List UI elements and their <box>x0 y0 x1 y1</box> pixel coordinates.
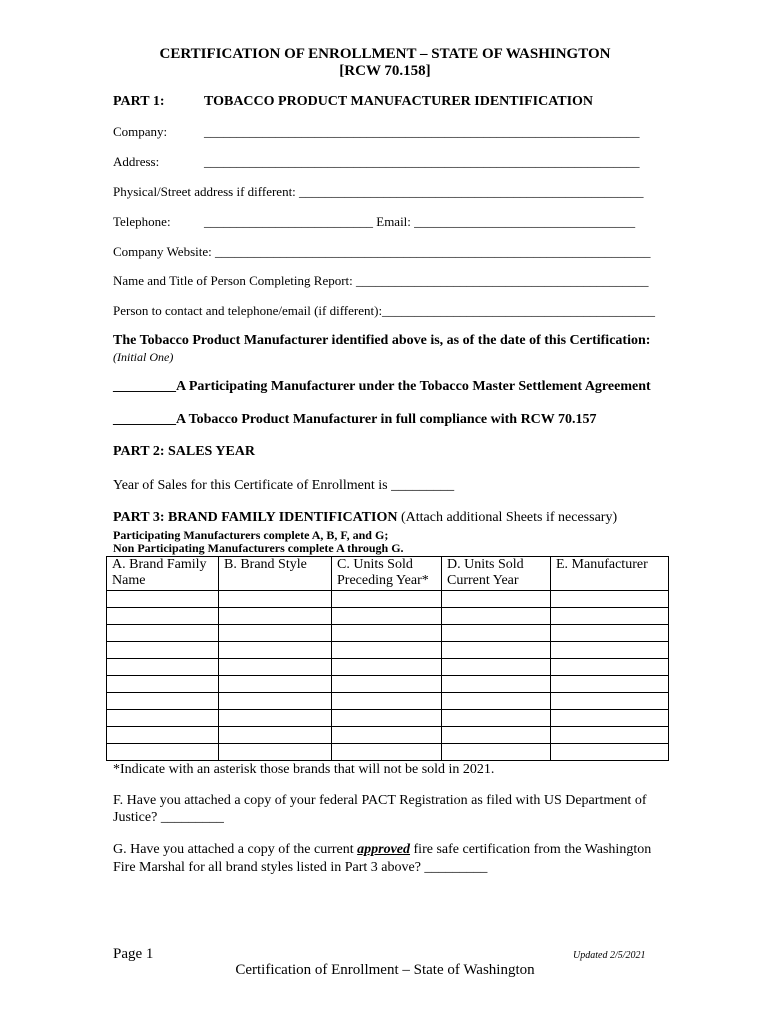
table-cell[interactable] <box>551 727 669 744</box>
column-header-brand-family: A. Brand Family Name <box>107 557 219 591</box>
table-cell[interactable] <box>551 659 669 676</box>
table-cell[interactable] <box>332 659 442 676</box>
table-cell[interactable] <box>107 659 219 676</box>
part1-label: PART 1: <box>113 94 165 109</box>
table-cell[interactable] <box>219 693 332 710</box>
table-cell[interactable] <box>219 710 332 727</box>
table-cell[interactable] <box>219 676 332 693</box>
part1-heading: TOBACCO PRODUCT MANUFACTURER IDENTIFICATION <box>204 94 594 109</box>
table-cell[interactable] <box>551 608 669 625</box>
option-full-compliance[interactable]: _________A Tobacco Product Manufacturer in full compliance with RCW 70.157 <box>113 412 597 427</box>
company-field[interactable]: ___________________________________________________________________ <box>204 124 640 139</box>
table-cell[interactable] <box>219 659 332 676</box>
table-cell[interactable] <box>107 710 219 727</box>
name-title-field[interactable]: Name and Title of Person Completing Report: _____________________________________________ <box>113 273 649 288</box>
table-row <box>107 659 669 676</box>
part2-heading: PART 2: SALES YEAR <box>113 444 255 459</box>
table-cell[interactable] <box>332 727 442 744</box>
table-cell[interactable] <box>551 693 669 710</box>
table-cell[interactable] <box>219 625 332 642</box>
table-cell[interactable] <box>442 693 551 710</box>
table-cell[interactable] <box>332 710 442 727</box>
table-cell[interactable] <box>332 744 442 761</box>
table-cell[interactable] <box>551 676 669 693</box>
question-g-text-post: fire safe certification from the Washington <box>410 842 652 857</box>
table-cell[interactable] <box>551 642 669 659</box>
table-cell[interactable] <box>107 744 219 761</box>
table-cell[interactable] <box>442 676 551 693</box>
table-cell[interactable] <box>551 710 669 727</box>
contact-field[interactable]: Person to contact and telephone/email (if different):__________________________________________ <box>113 303 656 318</box>
table-row <box>107 642 669 659</box>
table-row <box>107 676 669 693</box>
updated-date: Updated 2/5/2021 <box>573 950 646 961</box>
option-participating-manufacturer[interactable]: _________A Participating Manufacturer under the Tobacco Master Settlement Agreement <box>113 379 651 394</box>
part3-note-participating: Participating Manufacturers complete A, B, F, and G; <box>113 528 389 542</box>
table-cell[interactable] <box>107 591 219 608</box>
table-cell[interactable] <box>332 625 442 642</box>
table-cell[interactable] <box>219 608 332 625</box>
table-cell[interactable] <box>332 676 442 693</box>
table-cell[interactable] <box>551 591 669 608</box>
table-cell[interactable] <box>219 591 332 608</box>
table-cell[interactable] <box>551 625 669 642</box>
table-cell[interactable] <box>442 744 551 761</box>
page-number: Page 1 <box>113 946 154 962</box>
question-f-line1: F. Have you attached a copy of your federal PACT Registration as filed with US Department of <box>113 793 647 808</box>
website-field[interactable]: Company Website: ___________________________________________________________________ <box>113 244 651 259</box>
table-cell[interactable] <box>551 744 669 761</box>
part3-heading-note: (Attach additional Sheets if necessary) <box>397 510 618 525</box>
part3-heading: PART 3: BRAND FAMILY IDENTIFICATION <box>113 510 398 525</box>
question-g-emphasis: approved <box>357 842 411 857</box>
table-row <box>107 693 669 710</box>
table-cell[interactable] <box>107 676 219 693</box>
document-statute: [RCW 70.158] <box>339 63 431 79</box>
company-label: Company: <box>113 124 168 139</box>
table-cell[interactable] <box>332 591 442 608</box>
certification-statement: The Tobacco Product Manufacturer identified above is, as of the date of this Certification: <box>113 333 651 348</box>
question-g-text-pre: G. Have you attached a copy of the current <box>113 842 358 857</box>
table-cell[interactable] <box>219 744 332 761</box>
part3-heading-line <box>113 510 617 526</box>
table-cell[interactable] <box>442 659 551 676</box>
part3-note-nonparticipating: Non Participating Manufacturers complete A through G. <box>113 541 404 555</box>
address-field[interactable]: ___________________________________________________________________ <box>204 154 640 169</box>
table-cell[interactable] <box>107 727 219 744</box>
table-row <box>107 625 669 642</box>
table-cell[interactable] <box>332 693 442 710</box>
initial-one-instruction: (Initial One) <box>113 350 174 364</box>
table-row <box>107 710 669 727</box>
physical-address-field[interactable]: Physical/Street address if different: _____________________________________________________ <box>113 184 644 199</box>
table-cell[interactable] <box>107 625 219 642</box>
column-header-manufacturer: E. Manufacturer <box>551 557 669 591</box>
table-cell[interactable] <box>107 608 219 625</box>
question-g-answer[interactable]: Fire Marshal for all brand styles listed in Part 3 above? _________ <box>113 860 488 875</box>
table-header-row <box>107 557 669 591</box>
brand-family-table <box>106 556 669 761</box>
table-cell[interactable] <box>107 642 219 659</box>
table-row <box>107 591 669 608</box>
table-cell[interactable] <box>107 693 219 710</box>
table-cell[interactable] <box>219 727 332 744</box>
column-header-brand-style: B. Brand Style <box>219 557 332 591</box>
column-header-units-preceding: C. Units Sold Preceding Year* <box>332 557 442 591</box>
table-cell[interactable] <box>442 710 551 727</box>
footer-title: Certification of Enrollment – State of Washington <box>235 962 535 978</box>
sales-year-field[interactable]: Year of Sales for this Certificate of Enrollment is _________ <box>113 478 455 493</box>
table-cell[interactable] <box>442 591 551 608</box>
question-g-line1 <box>113 842 651 858</box>
column-header-units-current: D. Units Sold Current Year <box>442 557 551 591</box>
table-cell[interactable] <box>442 642 551 659</box>
telephone-label: Telephone: <box>113 214 171 229</box>
question-f-answer[interactable]: Justice? _________ <box>113 810 224 825</box>
table-cell[interactable] <box>442 608 551 625</box>
asterisk-note: *Indicate with an asterisk those brands that will not be sold in 2021. <box>113 762 495 777</box>
table-cell[interactable] <box>442 625 551 642</box>
table-row <box>107 727 669 744</box>
table-cell[interactable] <box>332 608 442 625</box>
table-row <box>107 608 669 625</box>
address-label: Address: <box>113 154 160 169</box>
table-row <box>107 744 669 761</box>
table-cell[interactable] <box>442 727 551 744</box>
telephone-email-field[interactable]: __________________________ Email: __________________________________ <box>204 214 636 229</box>
document-title: CERTIFICATION OF ENROLLMENT – STATE OF WASHINGTON <box>159 46 611 62</box>
table-cell[interactable] <box>219 642 332 659</box>
table-cell[interactable] <box>332 642 442 659</box>
